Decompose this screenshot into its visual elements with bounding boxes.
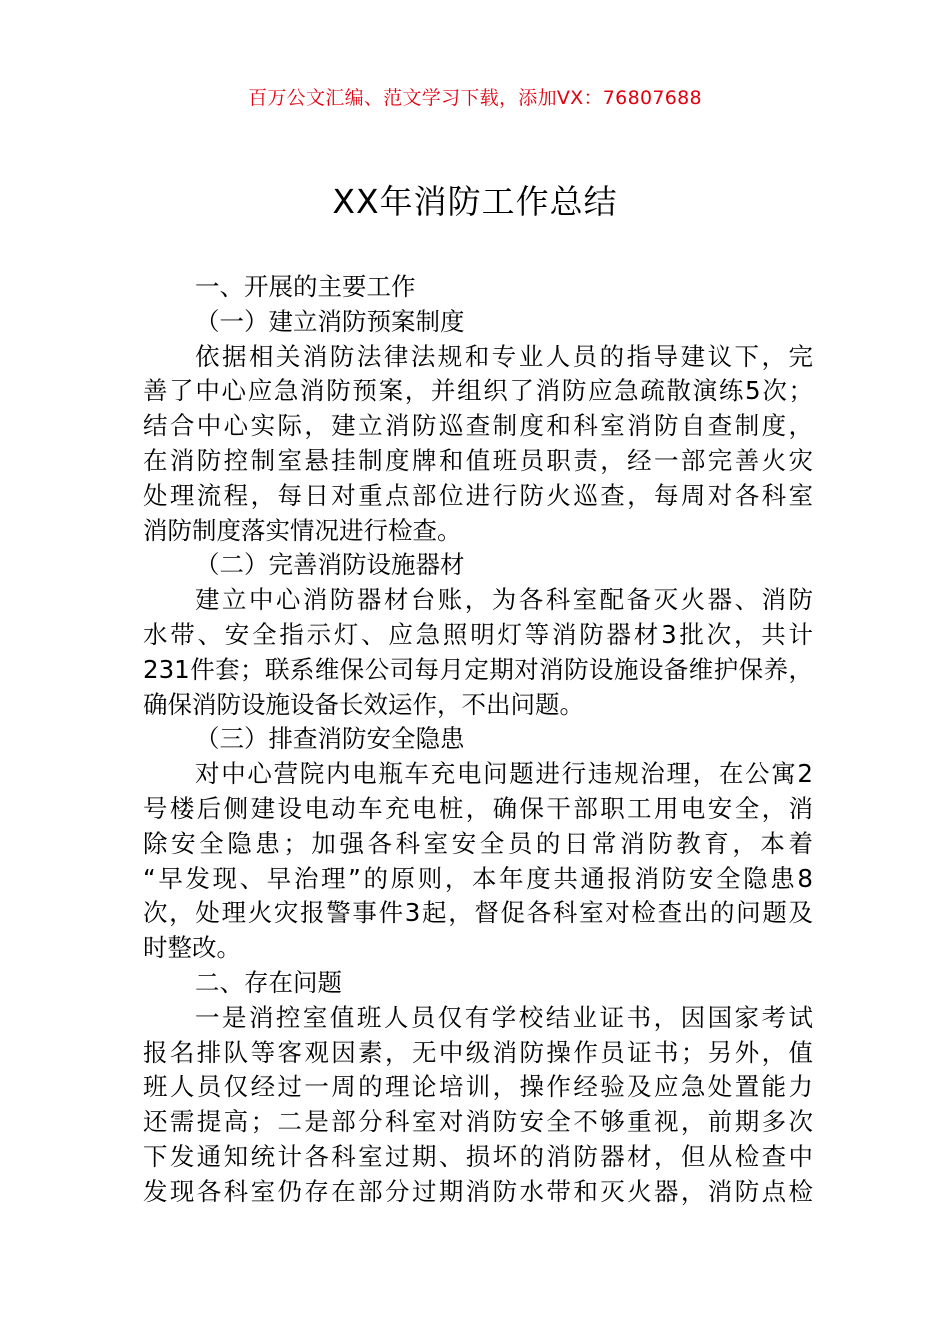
text-line: 时整改。 <box>143 933 241 963</box>
text-line: 结合中心实际，建立消防巡查制度和科室消防自查制度， <box>143 411 813 441</box>
text-line: 建立中心消防器材台账，为各科室配备灭火器、消防 <box>195 585 813 615</box>
text-line: 班人员仅经过一周的理论培训，操作经验及应急处置能力 <box>143 1072 813 1102</box>
text-line: 报名排队等客观因素，无中级消防操作员证书；另外，值 <box>143 1037 813 1067</box>
text-line: 231件套；联系维保公司每月定期对消防设施设备维护保养， <box>143 654 813 684</box>
text-line: 消防制度落实情况进行检查。 <box>143 515 462 545</box>
text-line: 对中心营院内电瓶车充电问题进行违规治理，在公寓2 <box>195 759 813 789</box>
text-line: （二）完善消防设施器材 <box>195 550 465 580</box>
document-body <box>143 270 813 1210</box>
text-line: 水带、安全指示灯、应急照明灯等消防器材3批次，共计 <box>143 619 813 649</box>
text-line: 依据相关消防法律法规和专业人员的指导建议下，完 <box>195 341 813 371</box>
document-title: XX年消防工作总结 <box>332 182 618 221</box>
text-line: 确保消防设施设备长效运作，不出问题。 <box>143 689 584 719</box>
text-line: 下发通知统计各科室过期、损坏的消防器材，但从检查中 <box>143 1141 813 1171</box>
text-line: （三）排查消防安全隐患 <box>195 724 465 754</box>
text-line: 次，处理火灾报警事件3起，督促各科室对检查出的问题及 <box>143 898 813 928</box>
text-line: 发现各科室仍存在部分过期消防水带和灭火器，消防点检 <box>143 1176 813 1206</box>
text-line: 善了中心应急消防预案，并组织了消防应急疏散演练5次； <box>143 376 813 406</box>
text-line: 一是消控室值班人员仅有学校结业证书，因国家考试 <box>195 1002 813 1032</box>
text-line: “早发现、早治理”的原则，本年度共通报消防安全隐患8 <box>143 863 813 893</box>
text-line: （一）建立消防预案制度 <box>195 306 465 336</box>
header-note: 百万公文汇编、范文学习下载，添加VX：76807688 <box>248 87 702 109</box>
text-line: 号楼后侧建设电动车充电桩，确保干部职工用电安全，消 <box>143 793 813 823</box>
text-line: 一、开展的主要工作 <box>195 272 416 301</box>
text-line: 在消防控制室悬挂制度牌和值班员职责，经一部完善火灾 <box>143 445 813 475</box>
text-line: 还需提高；二是部分科室对消防安全不够重视，前期多次 <box>143 1107 813 1137</box>
text-line: 除安全隐患；加强各科室安全员的日常消防教育，本着 <box>143 828 813 858</box>
text-line: 处理流程，每日对重点部位进行防火巡查，每周对各科室 <box>143 480 813 510</box>
text-line: 二、存在问题 <box>195 967 342 997</box>
